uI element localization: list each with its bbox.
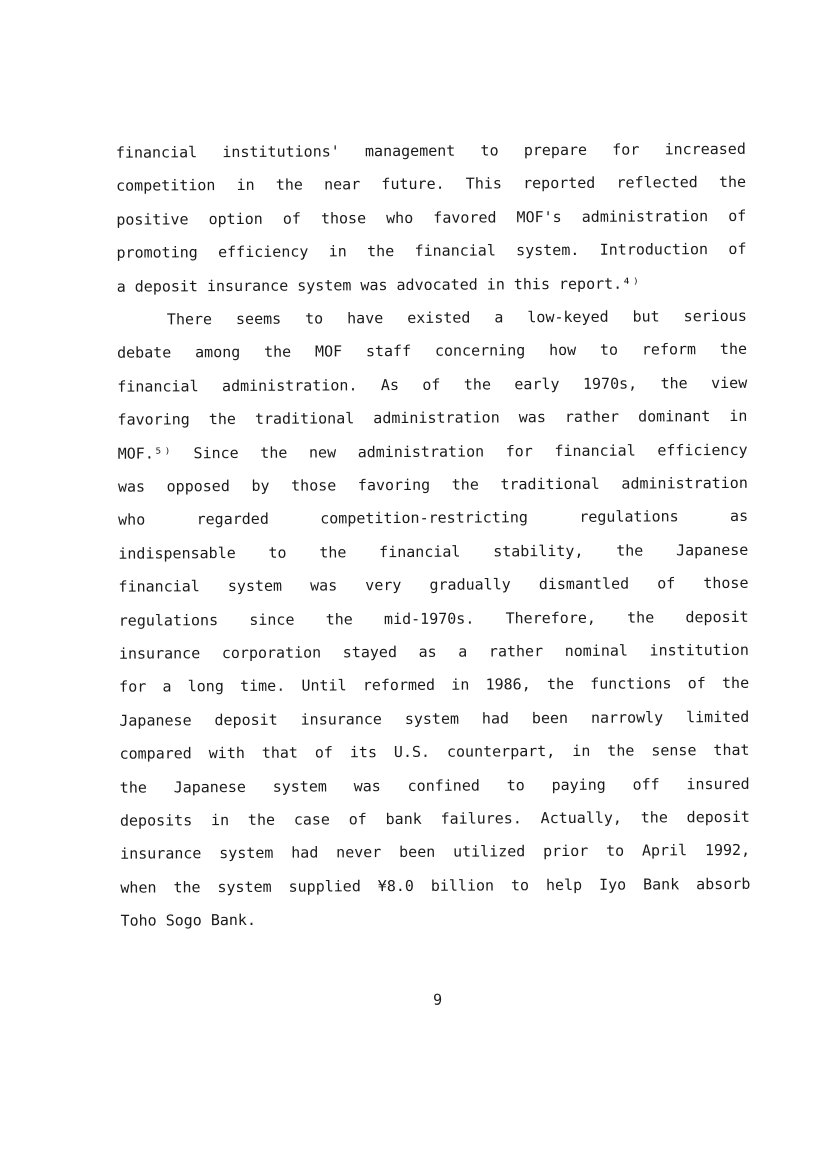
text-line: insurance system had never been utilized prior to April 1992, — [120, 841, 751, 864]
text-line: deposits in the case of bank failures. Actually, the deposit — [119, 807, 750, 830]
text-line: financial administration. As of the early 1970s, the view — [117, 373, 748, 396]
text-line: promoting efficiency in the financial system. Introduction of — [116, 240, 747, 262]
text-line: positive option of those who favored MOF's administration of — [116, 206, 747, 229]
text-line: when the system supplied ¥8.0 billion to help Iyo Bank absorb — [120, 874, 751, 897]
text-line: Toho Sogo Bank. — [120, 911, 257, 930]
text-line: who regarded competition-restricting regulations as — [118, 507, 749, 530]
text-line: compared with that of its U.S. counterpart, in the sense that — [119, 741, 750, 763]
text-line: competition in the near future. This reported reflected the — [116, 173, 747, 196]
page-number: 9 — [432, 990, 443, 1009]
text-line: debate among the MOF staff concerning how to reform the — [117, 340, 748, 363]
text-line: financial system was very gradually dismantled of those — [118, 574, 749, 596]
text-line: a deposit insurance system was advocated in this report.⁴⁾ — [116, 274, 641, 296]
text-line: was opposed by those favoring the traditional administration — [117, 473, 748, 496]
text-line: financial institutions' management to prepare for increased — [115, 139, 746, 162]
paragraph-1 — [0, 0, 824, 296]
text-line: indispensable to the financial stability, the Japanese — [118, 540, 749, 563]
text-line: the Japanese system was confined to paying off insured — [119, 774, 750, 797]
text-line: Japanese deposit insurance system had been narrowly limited — [119, 707, 750, 730]
text-line: regulations since the mid-1970s. Therefore, the deposit — [118, 607, 749, 630]
text-line: MOF.⁵⁾ Since the new administration for financial efficiency — [117, 440, 748, 463]
text-line: for a long time. Until reformed in 1986, the functions of the — [119, 674, 750, 697]
text-line: insurance corporation stayed as a rather nominal institution — [118, 640, 749, 663]
text-line: There seems to have existed a low-keyed but serious — [166, 306, 747, 329]
text-line: favoring the traditional administration was rather dominant in — [117, 407, 748, 429]
